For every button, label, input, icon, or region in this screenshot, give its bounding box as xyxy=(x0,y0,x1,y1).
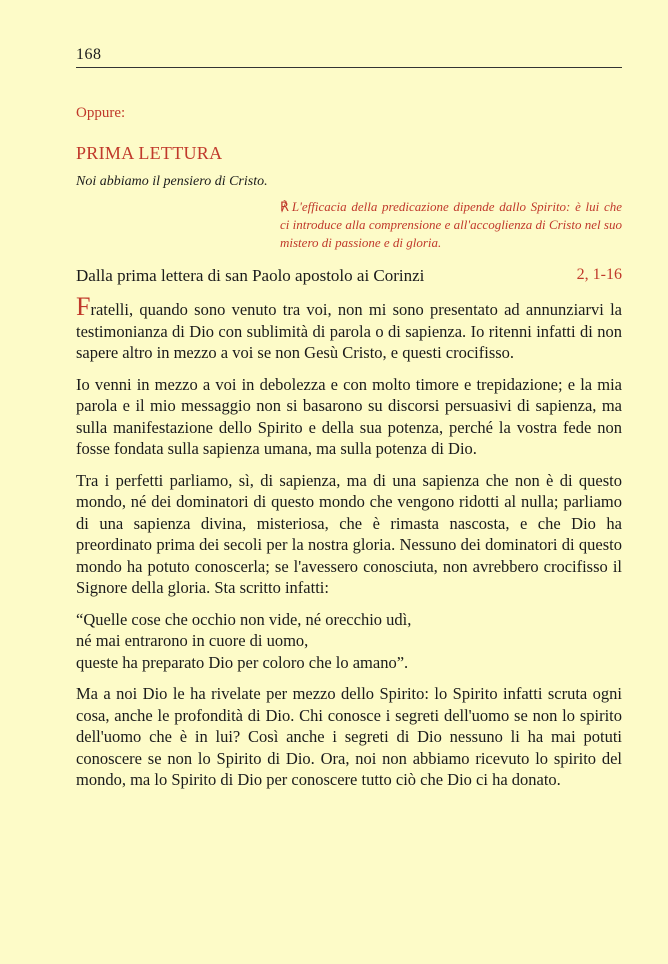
paragraph-3: Tra i perfetti parliamo, sì, di sapienza, ma di una sapienza che non è di questo mondo, né dei dominatori di questo mondo che vengono ridotti al nulla; parliamo di una sapienza divina, misteriosa, che è rimasta nascosta, e che Dio ha preordinato prima dei secoli per la nostra gloria. Nessuno dei dominatori di questo mondo ha potuto conoscerla; se l'avessero conosciuta, non avrebbero crocifisso il Signore della gloria. Sta scritto infatti: xyxy=(76,470,622,597)
scripture-quote xyxy=(76,609,622,674)
paragraph-1-text: ratelli, quando sono venuto tra voi, non mi sono presentato ad annunziarvi la testimonianza di Dio con sublimità di parola o di sapienza. Io ritenni infatti di non sapere altro in mezzo a voi se non Gesù Cristo, e questi crocifisso. xyxy=(76,300,622,362)
reading-subtitle: Noi abbiamo il pensiero di Cristo. xyxy=(76,174,268,189)
rubric xyxy=(280,198,622,252)
paragraph-1 xyxy=(76,292,622,364)
reading-source xyxy=(76,266,622,286)
paragraph-4: Ma a noi Dio le ha rivelate per mezzo dello Spirito: lo Spirito infatti scruta ogni cosa, anche le profondità di Dio. Chi conosce i segreti dell'uomo se non lo spirito dell'uomo che è in lui? Così anche i segreti di Dio nessuno li ha mai potuti conoscere se non lo Spirito di Dio. Ora, noi non abbiamo ricevuto lo spirito del mondo, ma lo Spirito di Dio per conoscere tutto ciò che Dio ci ha donato. xyxy=(76,684,622,789)
quote-line-3: queste ha preparato Dio per coloro che lo amano”. xyxy=(76,652,409,672)
paragraph-2: Io venni in mezzo a voi in debolezza e con molto timore e trepidazione; e la mia parola e il mio messaggio non si basarono su discorsi persuasivi di sapienza, ma sulla manifestazione dello Spirito e della sua potenza, perché la vostra fede non fosse fondata sulla sapienza umana, ma sulla potenza di Dio. xyxy=(76,374,622,458)
reading-title: PRIMA LETTURA xyxy=(76,143,223,163)
page-number: 168 xyxy=(76,46,102,63)
quote-line-2: né mai entrarono in cuore di uomo, xyxy=(76,631,309,650)
header-rule xyxy=(76,67,622,68)
drop-cap: F xyxy=(76,292,91,321)
quote-line-1: “Quelle cose che occhio non vide, né orecchio udì, xyxy=(76,609,412,629)
source-text: Dalla prima lettera di san Paolo apostolo ai Corinzi xyxy=(76,266,425,285)
rubric-text: L'efficacia della predicazione dipende dallo Spirito: è lui che ci introduce alla comprensione e all'accoglienza di Cristo nel suo mistero di passione e di gloria. xyxy=(280,199,622,250)
reading-body xyxy=(76,292,622,801)
response-mark: ℟ xyxy=(280,199,289,214)
source-reference: 2, 1-16 xyxy=(576,266,622,283)
oppure-label: Oppure: xyxy=(76,105,126,121)
